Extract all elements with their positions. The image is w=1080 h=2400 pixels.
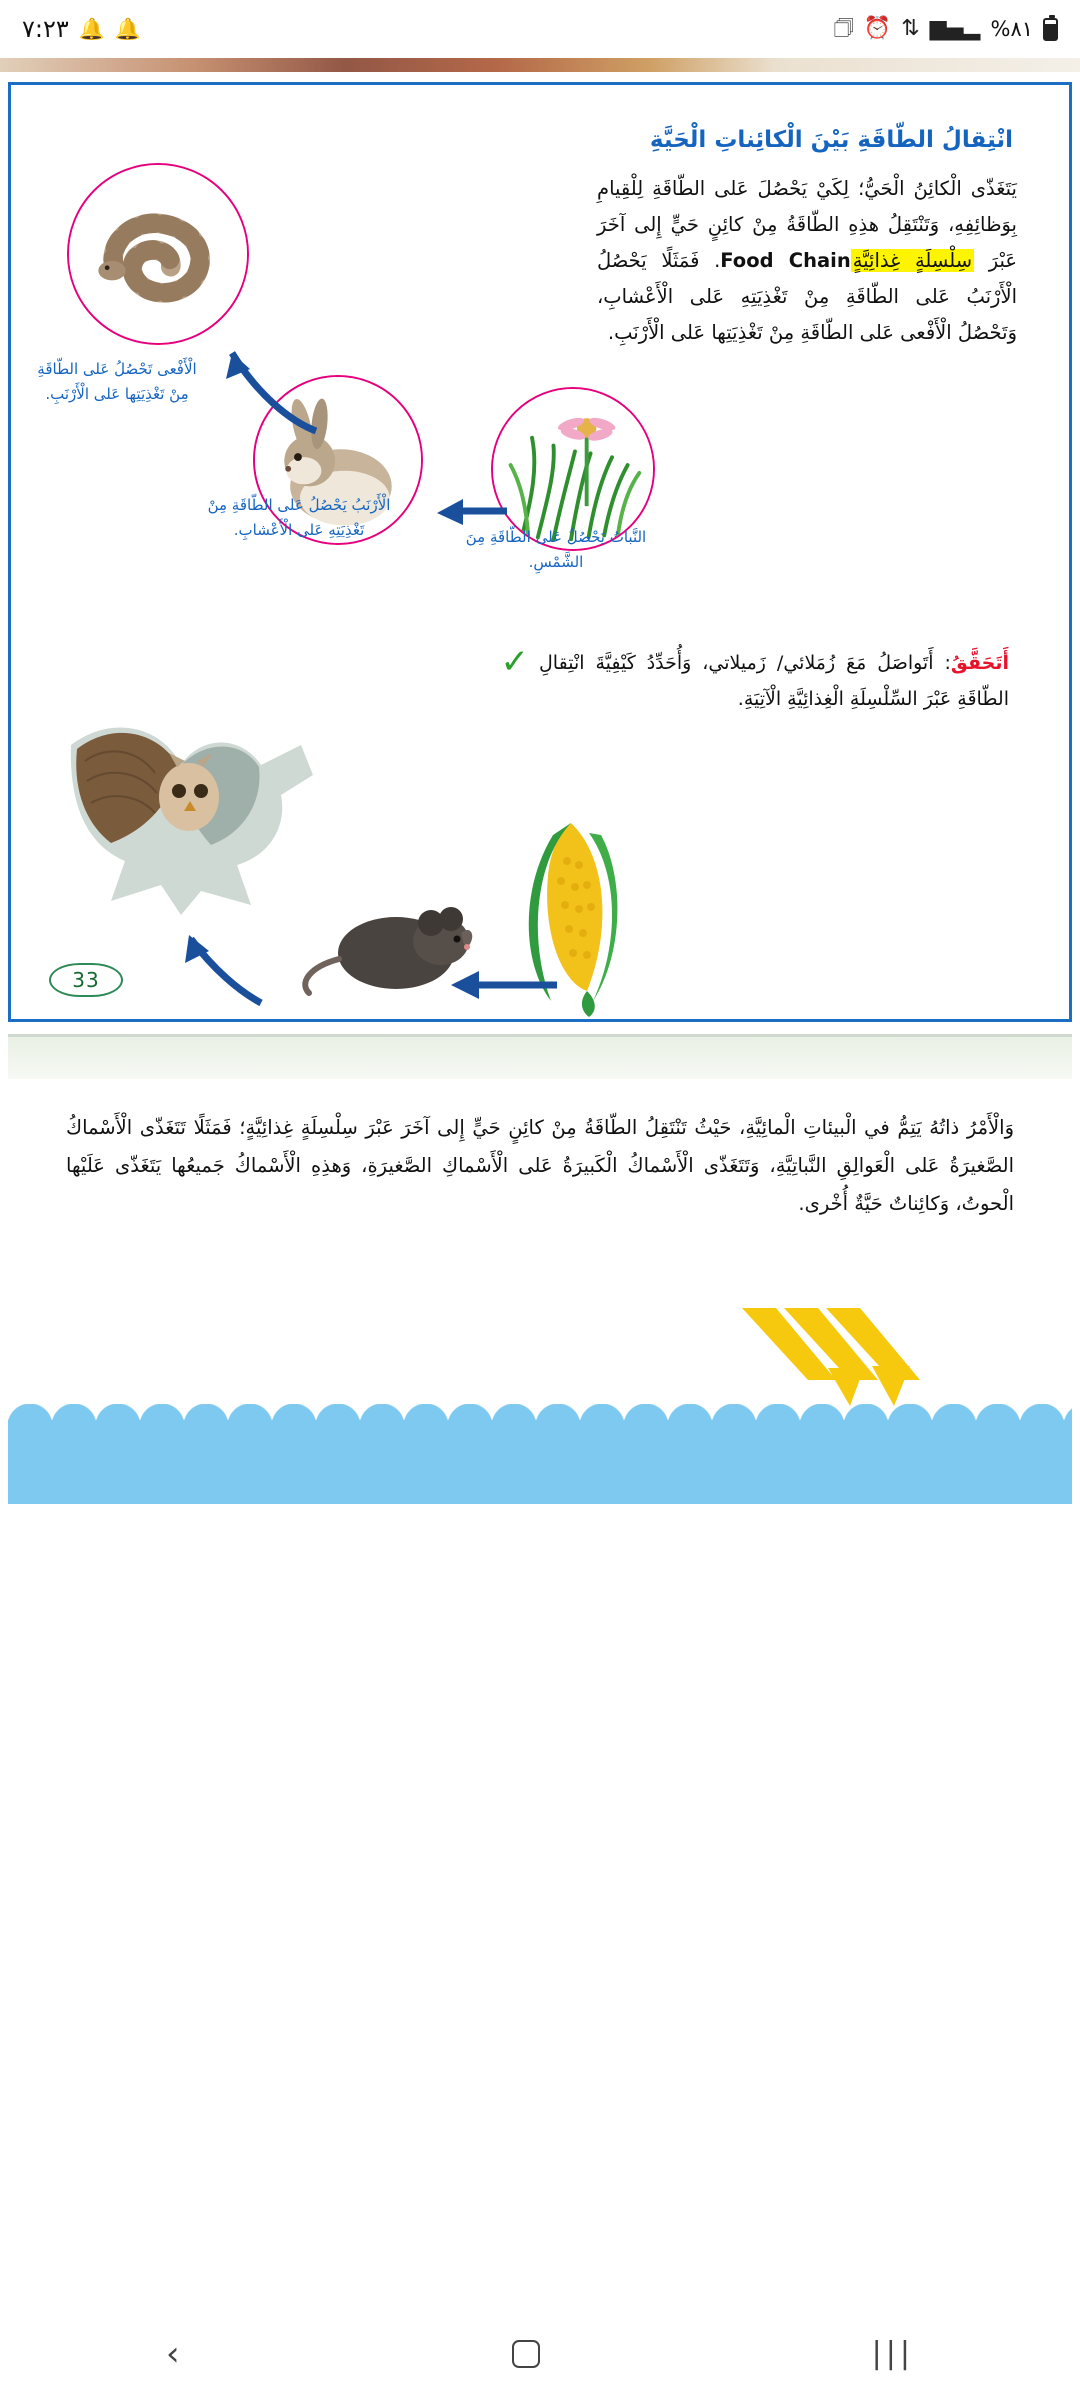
paragraph-part-2: . فَمَثَلًا يَحْصُلُ الْأَرْنَبُ عَلى الطّاقَةِ مِنْ تَغْذِيَتِهِ عَلى الْأَعْشابِ، وَتَحْصُلُ الْأَفْعى عَلى الطّاقَةِ مِنْ تَغْذِيَتِها عَلى الْأَرْنَبِ. — [597, 249, 1017, 345]
page-number: 33 — [49, 963, 123, 997]
home-square-icon[interactable] — [512, 2340, 540, 2368]
next-page-paragraph: وَالْأَمْرُ ذاتُهُ يَتِمُّ في الْبيئاتِ الْمائِيَّةِ، حَيْثُ تَنْتَقِلُ الطّاقَةُ مِنْ كائِنٍ حَيٍّ إِلى آخَرَ عَبْرَ سِلْسِلَةٍ غِذائِيَّةٍ؛ فَمَثَلًا تَتَغَذّى الْأَسْماكُ الصَّغيرَةُ عَلى الْعَوالِقِ النَّباتِيَّةِ، وَتَتَغَذّى الْأَسْماكُ الْكَبيرَةُ عَلى الْأَسْماكِ الصَّغيرَةِ، وَهذِهِ الْأَسْماكُ جَميعُها يَتَغَذّى عَلَيْها الْحوتُ، وَكائِناتٌ حَيَّةٌ أُخْرى. — [66, 1116, 1014, 1216]
arrow-mouse-to-owl — [161, 925, 271, 1015]
arrow-plant-to-rabbit — [429, 493, 509, 533]
status-bar-left — [833, 17, 1058, 41]
page-title: انْتِقالُ الطّاقَةِ بَيْنَ الْكائِناتِ الْحَيَّةِ — [649, 127, 1013, 153]
arrow-rabbit-to-snake — [206, 335, 326, 445]
wifi-icon: ⇅ — [901, 16, 920, 41]
verify-label: أَتَحَقَّقُ — [950, 652, 1009, 674]
signal-bars-icon: ▂▄▆ — [929, 16, 981, 41]
english-term: Food Chain — [720, 249, 851, 273]
arrow-corn-to-mouse — [441, 965, 561, 1005]
clock-label: ٧:٢٣ — [22, 15, 69, 43]
status-bar — [0, 0, 1080, 58]
page-header-band — [8, 1037, 1072, 1079]
battery-percent-label: ٨١% — [990, 17, 1033, 41]
app-icon: 🗇 — [833, 16, 854, 41]
sun-rays-icon — [732, 1306, 922, 1416]
plant-caption: النَّباتُ يَحْصُلُ عَلى الطّاقَةِ مِنَ الشَّمْسِ. — [465, 528, 647, 571]
book-page-next[interactable] — [8, 1034, 1072, 1504]
intro-paragraph — [597, 171, 1017, 351]
water-waves — [8, 1420, 1072, 1504]
snake-caption: الْأَفْعى تَحْصُلُ عَلى الطّاقَةِ مِنْ تَغْذِيَتِها عَلى الْأَرْنَبِ. — [37, 360, 197, 403]
status-bar-right — [22, 15, 141, 43]
battery-icon — [1043, 18, 1058, 41]
bell-icon: 🔔 — [78, 16, 105, 41]
recent-apps-button[interactable]: ||| — [871, 2336, 914, 2371]
nav-bar — [0, 2308, 1080, 2400]
snake-photo — [67, 163, 249, 345]
highlighted-term: سِلْسِلَةٍ غِذائِيَّةٍ — [852, 249, 973, 273]
previous-page-strip[interactable] — [0, 58, 1080, 76]
rabbit-caption: الْأَرْنَبُ يَحْصُلُ عَلى الطّاقَةِ مِنْ تَغْذِيَتِهِ عَلى الْأَعْشابِ. — [207, 496, 391, 539]
snake-illustration — [69, 163, 247, 345]
book-page-33[interactable] — [8, 82, 1072, 1022]
alarm-icon: ⏰ — [863, 16, 892, 41]
paragraph-part-1: يَتَغَذّى الْكائِنُ الْحَيُّ؛ لِكَيْ يَحْصُلَ عَلى الطّاقَةِ لِلْقِيامِ بِوَظائِفِهِ، وَتَنْتَقِلُ هذِهِ الطّاقَةُ مِنْ كائِنٍ حَيٍّ إِلى آخَرَ عَبْرَ — [597, 177, 1017, 273]
check-mark-icon: ✓ — [500, 642, 529, 682]
verify-text: : أَتَواصَلُ مَعَ زُمَلائي/ زَميلاتي، وَأُحَدِّدُ كَيْفِيَّةَ انْتِقالِ الطّاقَةِ عَبْرَ السِّلْسِلَةِ الْغِذائِيَّةِ الْآتِيَةِ. — [539, 652, 1009, 711]
verify-instruction — [539, 645, 1009, 717]
back-chevron-icon[interactable]: › — [166, 2334, 180, 2374]
bell-icon: 🔔 — [114, 16, 142, 41]
